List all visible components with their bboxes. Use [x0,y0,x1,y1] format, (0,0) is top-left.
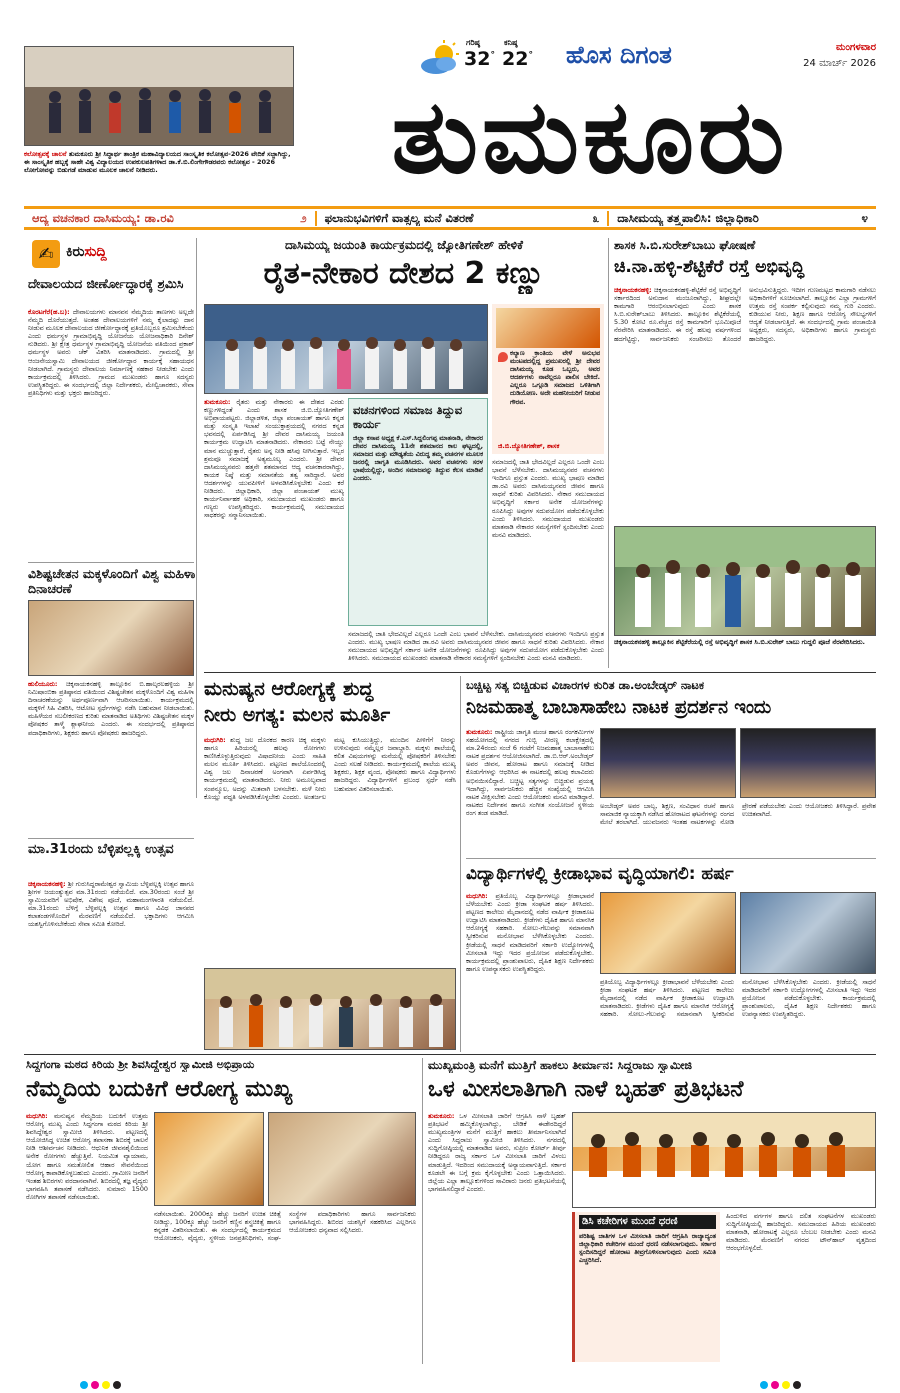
protest-photo-illustration [573,1113,876,1208]
kiru-1-head: ದೇವಾಲಯದ ಜೀರ್ಣೋದ್ಧಾರಕ್ಕೆ ಶ್ರಮಿಸಿ [28,276,184,291]
siddaganga-body-b: ನಡೆಸಲಾಯಿತು. 2000ಕ್ಕೂ ಹೆಚ್ಚು ಜನರಿಗೆ ಉಚಿತ ಚಿಕಿತ್ಸೆ ನೀಡಿದ್ದು, 100ಕ್ಕೂ ಹೆಚ್ಚು ಜನರಿಗೆ ಕಣ್ಣಿನ ಶಸ್ತ್ರಚಿಕಿತ್ಸೆ ಹಾಗೂ ಕನ್ನಡಕ ವಿತರಿಸಲಾಯಿತು. ಈ ಸಂದರ್ಭದಲ್ಲಿ ಕಾರ್ಯಕ್ರಮದ ಆಯೋಜಕರು, ವೈದ್ಯರು, ಸ್ಥಳೀಯ ಜನಪ್ರತಿನಿಧಿಗಳು, ಸಂಘ-ಸಂಸ್ಥೆಗಳ ಪದಾಧಿಕಾರಿಗಳು ಹಾಗೂ ಸಾರ್ವಜನಿಕರು ಭಾಗವಹಿಸಿದ್ದರು. ಶಿಬಿರದ ಯಶಸ್ಸಿಗೆ ಸಹಕರಿಸಿದ ಎಲ್ಲರಿಗೂ ಆಯೋಜಕರು ಧನ್ಯವಾದ ಸಲ್ಲಿಸಿದರು. [154,1210,416,1243]
siddaganga-kicker: ಸಿದ್ದಗಂಗಾ ಮಠದ ಕಿರಿಯ ಶ್ರೀ ಶಿವಸಿದ್ದೇಶ್ವರ ಸ್ವಾಮೀಜಿ ಅಭಿಪ್ರಾಯ [26,1058,255,1071]
lead-box [348,398,488,626]
drama-headline: ನಿಜಮಹಾತ್ಮ ಬಾಬಾಸಾಹೇಬ ನಾಟಕ ಪ್ರದರ್ಶನ ಇಂದು [466,697,772,718]
drama-photo-2 [740,728,876,798]
siddaganga-photo-2 [268,1112,416,1206]
road-body: ಚಿಕ್ಕನಾಯಕನಹಳ್ಳಿ: ಚಿಕ್ಕನಾಯಕನಹಳ್ಳಿ-ಶೆಟ್ಟಿಕೆರೆ ರಸ್ತೆ ಅಭಿವೃದ್ಧಿಗೆ ಸರ್ಕಾರದಿಂದ ಅನುದಾನ ಮಂಜೂರಾಗಿದ್ದು, ಶೀಘ್ರದಲ್ಲೇ ಕಾಮಗಾರಿ ಆರಂಭಿಸಲಾಗುವುದು ಎಂದು ಶಾಸಕ ಸಿ.ಬಿ.ಸುರೇಶ್‌ಬಾಬು ತಿಳಿಸಿದರು. ತಾಲ್ಲೂಕಿನ ಶೆಟ್ಟಿಕೆರೆಯಲ್ಲಿ 5.30 ಕೋಟಿ ರೂ.ವೆಚ್ಚದ ರಸ್ತೆ ಕಾಮಗಾರಿಗೆ ಭೂಮಿಪೂಜೆ ನೆರವೇರಿಸಿ ಮಾತನಾಡಿದರು. ಈ ರಸ್ತೆ ಹಲವು ವರ್ಷಗಳಿಂದ ಹದಗೆಟ್ಟಿದ್ದು, ಸಾರ್ವಜನಿಕರು ಸಂಚರಿಸಲು ತೊಂದರೆ ಅನುಭವಿಸುತ್ತಿದ್ದರು. ಇದೀಗ ಗುಣಮಟ್ಟದ ಕಾಮಗಾರಿ ನಡೆಸಲು ಅಧಿಕಾರಿಗಳಿಗೆ ಸೂಚಿಸಲಾಗಿದೆ. ತಾಲ್ಲೂಕಿನ ಎಲ್ಲಾ ಗ್ರಾಮಗಳಿಗೆ ಉತ್ತಮ ರಸ್ತೆ ಸಂಪರ್ಕ ಕಲ್ಪಿಸುವುದು ನಮ್ಮ ಗುರಿ ಎಂದರು. ಕುಡಿಯುವ ನೀರು, ಶಿಕ್ಷಣ ಹಾಗೂ ಆರೋಗ್ಯ ಸೌಲಭ್ಯಗಳಿಗೆ ಆದ್ಯತೆ ನೀಡಲಾಗುತ್ತಿದೆ. ಈ ಸಂದರ್ಭದಲ್ಲಿ ಗ್ರಾಮ ಪಂಚಾಯಿತಿ ಅಧ್ಯಕ್ಷರು, ಸದಸ್ಯರು, ಅಧಿಕಾರಿಗಳು ಹಾಗೂ ಗ್ರಾಮಸ್ಥರು ಹಾಜರಿದ್ದರು. [614,286,876,343]
max-temp: 32° [464,48,495,70]
road-photo [614,526,876,636]
color-registration-right [760,1374,804,1393]
lead-quote-by: ಜಿ.ಬಿ.ಜ್ಯೋತಿಗಣೇಶ್, ಶಾಸಕ [498,442,560,450]
road-photo-illustration [615,527,876,636]
top-photo [24,46,294,146]
masthead-title: ತುಮಕೂರು [391,78,789,197]
max-label: ಗರಿಷ್ಠ [466,38,480,47]
water-body: ಮಧುಗಿರಿ: ಶುದ್ಧ ಜಲ ದೊರಕದ ಕಾರಣ ಚಿಕ್ಕ ಮಕ್ಕಳು ಹಾಗೂ ಹಿರಿಯರಲ್ಲಿ ಹಲವು ರೋಗಗಳು ಕಾಣಿಸಿಕೊಳ್ಳುತ್ತಿರುವುದು ವಿಷಾದನೀಯ ಎಂದು ಸಾಹಿತಿ ಮಲನ ಮೂರ್ತಿ ತಿಳಿಸಿದರು. ಪಟ್ಟಣದ ಶಾಲೆಯೊಂದರಲ್ಲಿ ವಿಶ್ವ ಜಲ ದಿನಾಚರಣೆ ಅಂಗವಾಗಿ ಏರ್ಪಡಿಸಿದ್ದ ಕಾರ್ಯಕ್ರಮದಲ್ಲಿ ಮಾತನಾಡಿದರು. ನೀರು ಅಮೂಲ್ಯವಾದ ಸಂಪನ್ಮೂಲ, ಅದನ್ನು ಮಿತವಾಗಿ ಬಳಸಬೇಕು. ಮಳೆ ನೀರು ಕೊಯ್ಲು ಪದ್ಧತಿ ಅಳವಡಿಸಿಕೊಳ್ಳಬೇಕು ಎಂದರು. ಅಂತರ್ಜಲ ಮಟ್ಟ ಕುಸಿಯುತ್ತಿದ್ದು, ಮುಂದಿನ ಪೀಳಿಗೆಗೆ ನೀರನ್ನು ಉಳಿಸುವುದು ನಮ್ಮೆಲ್ಲರ ಜವಾಬ್ದಾರಿ. ಮಕ್ಕಳು ಶಾಲೆಯಲ್ಲಿ ಕಲಿತ ವಿಷಯಗಳನ್ನು ಮನೆಯಲ್ಲಿ ಪೋಷಕರಿಗೆ ತಿಳಿಸಬೇಕು ಎಂದು ಸಲಹೆ ನೀಡಿದರು. ಕಾರ್ಯಕ್ರಮದಲ್ಲಿ ಶಾಲೆಯ ಮುಖ್ಯ ಶಿಕ್ಷಕರು, ಶಿಕ್ಷಕ ವೃಂದ, ಪೋಷಕರು ಹಾಗೂ ವಿದ್ಯಾರ್ಥಿಗಳು ಹಾಜರಿದ್ದರು. ವಿದ್ಯಾರ್ಥಿಗಳಿಗೆ ಪ್ರಬಂಧ ಸ್ಪರ್ಧೆ ನಡೆಸಿ ಬಹುಮಾನ ವಿತರಿಸಲಾಯಿತು. [204,736,456,801]
index-bar [24,206,876,230]
issue-date: 24 ಮಾರ್ಚ್ 2026 [803,58,876,69]
sports-headline: ವಿದ್ಯಾರ್ಥಿಗಳಲ್ಲಿ ಕ್ರೀಡಾಭಾವ ವೃದ್ಧಿಯಾಗಲಿ: ಹರ್ಷ [466,864,734,884]
kiru-2-head: ವಿಶಿಷ್ಟಚೇತನ ಮಕ್ಕಳೊಂದಿಗೆ ವಿಶ್ವ ಮಹಿಳಾ ದಿನಾಚರಣೆ [28,566,196,596]
lead-quote-box [492,304,604,454]
index-item-2[interactable]: ಫಲಾನುಭವಿಗಳಿಗೆ ವಾತ್ಸಲ್ಯ ಮನೆ ವಿತರಣೆ ೩ [317,211,610,226]
lead-body-b: ಸಮಾಜದಲ್ಲಿ ಜಾತಿ ಭೇದವಿಲ್ಲದೆ ಎಲ್ಲರೂ ಒಂದೇ ಎಂಬ ಭಾವನೆ ಬೆಳೆಸಬೇಕು. ದಾಸಿಮಯ್ಯನವರ ವಚನಗಳು ಇಂದಿಗೂ ಪ್ರಸ್ತುತ ಎಂದರು. ಮುಖ್ಯ ಭಾಷಣ ಮಾಡಿದ ಡಾ.ರವಿ ಅವರು ದಾಸಿಮಯ್ಯನವರ ಜೀವನ ಹಾಗೂ ಸಾಧನೆ ಕುರಿತು ವಿವರಿಸಿದರು. ನೇಕಾರ ಸಮುದಾಯದ ಅಭಿವೃದ್ಧಿಗೆ ಸರ್ಕಾರ ಅನೇಕ ಯೋಜನೆಗಳನ್ನು ರೂಪಿಸಿದ್ದು ಅವುಗಳ ಸದುಪಯೋಗ ಪಡೆದುಕೊಳ್ಳಬೇಕು ಎಂದು ತಿಳಿಸಿದರು. ಸಮುದಾಯದ ಮುಖಂಡರು ಮಾತನಾಡಿ ನೇಕಾರರ ಸಮಸ್ಯೆಗಳಿಗೆ ಸ್ಪಂದಿಸಬೇಕು ಎಂದು ಮನವಿ ಮಾಡಿದರು. [492,458,604,539]
kiru-suddi-header [26,238,196,270]
issue-day: ಮಂಗಳವಾರ [835,42,876,53]
min-label: ಕನಿಷ್ಠ [504,38,518,47]
kiru-label: ಕಿರುಸುದ್ದಿ [66,244,107,260]
drama-kicker: ಬಚ್ಚಿಟ್ಟ ಸತ್ಯ ಬಿಚ್ಚಿಡುವ ವಿಚಾರಗಳ ಕುರಿತ ಡಾ.ಅಂಬೇಡ್ಕರ್ ನಾಟಕ [466,678,705,692]
road-headline: ಚಿ.ನಾ.ಹಳ್ಳಿ-ಶೆಟ್ಟಿಕೆರೆ ರಸ್ತೆ ಅಭಿವೃದ್ಧಿ [614,257,805,277]
sports-photo-2 [740,892,876,974]
kiru-3-body: ಚಿಕ್ಕನಾಯಕನಹಳ್ಳಿ: ಶ್ರೀ ಗುರುಸಿದ್ದರಾಮೇಶ್ವರ ಸ್ವಾಮಿಯ ಬೆಳ್ಳಿಪಲ್ಲಕ್ಕಿ ಉತ್ಸವ ಹಾಗೂ ಶ್ರೀಗಳ ಜಯಂತ್ಯುತ್ಸವ ಮಾ.31ರಂದು ನಡೆಯಲಿದೆ. ಮಾ.30ರಂದು ಸಂಜೆ ಶ್ರೀ ಸ್ವಾಮಿಯವರಿಗೆ ಅಭಿಷೇಕ, ವಿಶೇಷ ಪೂಜೆ, ಮಹಾಮಂಗಳಾರತಿ ನಡೆಯಲಿದೆ. ಮಾ.31ರಂದು ಬೆಳಿಗ್ಗೆ ಬೆಳ್ಳಿಪಲ್ಲಕ್ಕಿ ಉತ್ಸವ ಹಾಗೂ ವಿವಿಧ ಜಾನಪದ ಕಲಾತಂಡಗಳೊಂದಿಗೆ ಮೆರವಣಿಗೆ ನಡೆಯಲಿದೆ. ಭಕ್ತಾದಿಗಳು ಆಗಮಿಸಿ ಯಶಸ್ವಿಗೊಳಿಸಬೇಕೆಂದು ಸೇವಾ ಸಮಿತಿ ಕೋರಿದೆ. [28,880,194,929]
lead-photo-illustration [205,305,488,394]
color-registration-left [80,1374,124,1393]
min-temp: 22° [502,48,533,70]
protest-body-b: ಹಿಂದುಳಿದ ವರ್ಗಗಳ ಹಾಗೂ ದಲಿತ ಸಂಘಟನೆಗಳ ಮುಖಂಡರು ಸುದ್ದಿಗೋಷ್ಠಿಯಲ್ಲಿ ಹಾಜರಿದ್ದರು. ಸಮುದಾಯದ ಹಿರಿಯ ಮುಖಂಡರು ಮಾತನಾಡಿ, ಹೋರಾಟಕ್ಕೆ ಎಲ್ಲರೂ ಬೆಂಬಲ ನೀಡಬೇಕು ಎಂದು ಮನವಿ ಮಾಡಿದರು. ಮೆರವಣಿಗೆ ನಗರದ ಟೌನ್‌ಹಾಲ್ ವೃತ್ತದಿಂದ ಆರಂಭಗೊಳ್ಳಲಿದೆ. [726,1212,876,1253]
lead-box-body: ಜಿಲ್ಲಾ ಕಸಾಪ ಅಧ್ಯಕ್ಷ ಕೆ.ಎಸ್.ಸಿದ್ದಲಿಂಗಪ್ಪ ಮಾತನಾಡಿ, ನೇಕಾರರ ದೇವರ ದಾಸಿಮಯ್ಯ 11ನೇ ಶತಮಾನದ ಕಾಲ ಘಟ್ಟದಲ್ಲಿ, ಸಮಾಜದ ಮತ್ತು ಮೌಢ್ಯತೆಯ ವಿರುದ್ಧ ತಮ್ಮ ವಚನಗಳ ಮೂಲಕ ಜನರಲ್ಲಿ ಜಾಗೃತಿ ಮೂಡಿಸಿದರು. ಅವರ ವಚನಗಳು ಸರಳ ಭಾಷೆಯಲ್ಲಿದ್ದು, ಅಂದಿನ ಸಮಾಜವನ್ನು ತಿದ್ದುವ ಕೆಲಸ ಮಾಡಿವೆ ಎಂದರು. [353,434,483,483]
sports-body: ಮಧುಗಿರಿ: ಪ್ರತಿಯೊಬ್ಬ ವಿದ್ಯಾರ್ಥಿಗಳಲ್ಲೂ ಕ್ರೀಡಾಭಾವನೆ ಬೆಳೆಯಬೇಕು ಎಂದು ಕ್ರೀಡಾ ಸಂಘಟಕ ಹರ್ಷ ತಿಳಿಸಿದರು. ಪಟ್ಟಣದ ಕಾಲೇಜು ಮೈದಾನದಲ್ಲಿ ನಡೆದ ವಾರ್ಷಿಕ ಕ್ರೀಡಾಕೂಟ ಉದ್ಘಾಟಿಸಿ ಮಾತನಾಡಿದರು. ಕ್ರೀಡೆಗಳು ದೈಹಿಕ ಹಾಗೂ ಮಾನಸಿಕ ಆರೋಗ್ಯಕ್ಕೆ ಸಹಕಾರಿ. ಸೋಲು-ಗೆಲುವನ್ನು ಸಮಾನವಾಗಿ ಸ್ವೀಕರಿಸುವ ಮನೋಭಾವ ಬೆಳೆಸಿಕೊಳ್ಳಬೇಕು ಎಂದರು. ಕ್ರೀಡೆಯಲ್ಲಿ ಸಾಧನೆ ಮಾಡಿದವರಿಗೆ ಸರ್ಕಾರಿ ಉದ್ಯೋಗಗಳಲ್ಲಿ ಮೀಸಲಾತಿ ಇದ್ದು ಇದರ ಪ್ರಯೋಜನ ಪಡೆದುಕೊಳ್ಳಬೇಕು. ಕಾರ್ಯಕ್ರಮದಲ್ಲಿ ಪ್ರಾಂಶುಪಾಲರು, ದೈಹಿಕ ಶಿಕ್ಷಣ ನಿರ್ದೇಶಕರು ಹಾಗೂ ಉಪನ್ಯಾಸಕರು ಉಪಸ್ಥಿತರಿದ್ದರು. [466,892,594,973]
protest-box-title: ಡಿಸಿ ಕಚೇರಿಗಳ ಮುಂದೆ ಧರಣಿ [579,1215,716,1229]
top-photo-illustration [25,47,294,146]
siddaganga-body: ಮಧುಗಿರಿ: ಮನುಷ್ಯನ ನೆಮ್ಮದಿಯ ಬದುಕಿಗೆ ಉತ್ತಮ ಆರೋಗ್ಯ ಮುಖ್ಯ ಎಂದು ಸಿದ್ದಗಂಗಾ ಮಠದ ಕಿರಿಯ ಶ್ರೀ ಶಿವಸಿದ್ದೇಶ್ವರ ಸ್ವಾಮೀಜಿ ತಿಳಿಸಿದರು. ಪಟ್ಟಣದಲ್ಲಿ ಆಯೋಜಿಸಿದ್ದ ಉಚಿತ ಆರೋಗ್ಯ ತಪಾಸಣಾ ಶಿಬಿರಕ್ಕೆ ಚಾಲನೆ ನೀಡಿ ಆಶೀರ್ವಚನ ನೀಡಿದರು. ಆಧುನಿಕ ಜೀವನಶೈಲಿಯಿಂದ ಅನೇಕ ರೋಗಗಳು ಹೆಚ್ಚುತ್ತಿವೆ. ನಿಯಮಿತ ವ್ಯಾಯಾಮ, ಯೋಗ ಹಾಗೂ ಸಮತೋಲಿತ ಆಹಾರ ಸೇವನೆಯಿಂದ ಆರೋಗ್ಯ ಕಾಪಾಡಿಕೊಳ್ಳಬಹುದು ಎಂದರು. ಗ್ರಾಮೀಣ ಜನರಿಗೆ ಇಂತಹ ಶಿಬಿರಗಳು ವರದಾನವಾಗಿವೆ. ಶಿಬಿರದಲ್ಲಿ ತಜ್ಞ ವೈದ್ಯರು ಭಾಗವಹಿಸಿ ತಪಾಸಣೆ ನಡೆಸಿದರು. ಸುಮಾರು 1500 ರೋಗಿಗಳ ತಪಾಸಣೆ ನಡೆಸಲಾಯಿತು. [26,1112,148,1201]
kiru-2-photo [28,600,194,676]
lead-quote-text: ಕಲ್ಯಾಣ ಕ್ರಾಂತಿಯ ವೇಳೆ ಅನುಭವ ಮಂಟಪದಲ್ಲಿದ್ದ ಪ್ರಮುಖರಲ್ಲಿ ಶ್ರೀ ದೇವರ ದಾಸಿಮಯ್ಯ ಕೂಡ ಒಬ್ಬರು, ಅವರ ಆದರ್ಶಗಳು ನಾವೆಲ್ಲರೂ ಪಾಲಿಸ ಬೇಕಿದೆ. ಎಲ್ಲರೂ ಒಗ್ಗೂಡಿ ಸಮಾಜದ ಒಳಿತಿಗಾಗಿ ದುಡಿಯೋಣ. ಅದೇ ಮಹನೀಯರಿಗೆ ನೀಡುವ ಗೌರವ. [510,350,600,406]
index-item-1[interactable]: ಆದ್ಯ ವಚನಕಾರ ದಾಸಿಮಯ್ಯ: ಡಾ.ರವಿ ೨ [24,211,317,226]
index-item-3[interactable]: ದಾಸೀಮಯ್ಯ ತತ್ತ್ವಪಾಲಿಸಿ: ಜಿಲ್ಲಾಧಿಕಾರಿ ೪ [617,210,868,225]
protest-photo [572,1112,876,1208]
kiru-icon: ✍ [32,240,60,268]
lead-quote-photo [496,308,600,348]
drama-body: ತುಮಕೂರು: ರಾಷ್ಟ್ರೀಯ ಜಾಗೃತಿ ಮಂಚ ಹಾಗೂ ರಂಗಕರ್ಮಿಗಳ ಸಹಯೋಗದಲ್ಲಿ ನಗರದ ಗುಬ್ಬಿ ವೀರಣ್ಣ ಕಲಾಕ್ಷೇತ್ರದಲ್ಲಿ ಮಾ.24ರಂದು ಸಂಜೆ 6 ಗಂಟೆಗೆ ನಿಜಮಹಾತ್ಮ ಬಾಬಾಸಾಹೇಬ ನಾಟಕ ಪ್ರದರ್ಶನ ಆಯೋಜಿಸಲಾಗಿದೆ. ಡಾ.ಬಿ.ಆರ್.ಅಂಬೇಡ್ಕರ್ ಅವರ ಜೀವನ, ಹೋರಾಟ ಹಾಗೂ ಸಮಾಜಕ್ಕೆ ನೀಡಿದ ಕೊಡುಗೆಗಳನ್ನು ಆಧರಿಸಿದ ಈ ನಾಟಕದಲ್ಲಿ ಹಲವು ಕಲಾವಿದರು ಅಭಿನಯಿಸಲಿದ್ದಾರೆ. ಬಚ್ಚಿಟ್ಟ ಸತ್ಯಗಳನ್ನು ಬಿಚ್ಚಿಡುವ ಪ್ರಯತ್ನ ಇದಾಗಿದ್ದು, ಸಾರ್ವಜನಿಕರು ಹೆಚ್ಚಿನ ಸಂಖ್ಯೆಯಲ್ಲಿ ಆಗಮಿಸಿ ನಾಟಕ ವೀಕ್ಷಿಸಬೇಕು ಎಂದು ಆಯೋಜಕರು ಮನವಿ ಮಾಡಿದ್ದಾರೆ. ನಾಟಕದ ನಿರ್ದೇಶನ ಹಾಗೂ ಸಂಗೀತ ಸಂಯೋಜನೆ ಸ್ಥಳೀಯ ರಂಗ ತಂಡ ಮಾಡಿದೆ. [466,728,594,817]
top-photo-caption-head: ಕಲೋತ್ಸವಕ್ಕೆ ಚಾಲನೆ [24,150,67,158]
protest-headline: ಒಳ ಮೀಸಲಾತಿಗಾಗಿ ನಾಳೆ ಬೃಹತ್ ಪ್ರತಿಭಟನೆ [428,1077,744,1102]
protest-kicker: ಮುಖ್ಯಮಂತ್ರಿ ಮನೆಗೆ ಮುತ್ತಿಗೆ ಹಾಕಲು ತೀರ್ಮಾನ: ಸಿದ್ದರಾಜು ಸ್ವಾಮೀಜಿ [428,1058,693,1072]
lead-body-a: ತುಮಕೂರು: ರೈತರು ಮತ್ತು ನೇಕಾರರು ಈ ದೇಶದ ಎರಡು ಕಣ್ಣುಗಳಿದ್ದಂತೆ ಎಂದು ಶಾಸಕ ಜಿ.ಬಿ.ಜ್ಯೋತಿಗಣೇಶ್ ಅಭಿಪ್ರಾಯಪಟ್ಟರು. ಜಿಲ್ಲಾಡಳಿತ, ಜಿಲ್ಲಾ ಪಂಚಾಯತ್ ಹಾಗೂ ಕನ್ನಡ ಮತ್ತು ಸಂಸ್ಕೃತಿ ಇಲಾಖೆ ಸಂಯುಕ್ತಾಶ್ರಯದಲ್ಲಿ ನಗರದ ಕನ್ನಡ ಭವನದಲ್ಲಿ ಏರ್ಪಡಿಸಿದ್ದ ಶ್ರೀ ದೇವರ ದಾಸಿಮಯ್ಯ ಜಯಂತಿ ಕಾರ್ಯಕ್ರಮ ಉದ್ಘಾಟಿಸಿ ಮಾತನಾಡಿದರು. ನೇಕಾರರು ಬಟ್ಟೆ ನೇಯ್ದು ಮಾನ ಮುಚ್ಚುತ್ತಾರೆ, ರೈತರು ಅನ್ನ ನೀಡಿ ಹಸಿವು ನೀಗಿಸುತ್ತಾರೆ. ಇಬ್ಬರ ಶ್ರಮವೂ ಸಮಾಜಕ್ಕೆ ಅತ್ಯಮೂಲ್ಯ ಎಂದರು. ಶ್ರೀ ದೇವರ ದಾಸಿಮಯ್ಯನವರು ಹತ್ತನೇ ಶತಮಾನದ ಆದ್ಯ ವಚನಕಾರರಾಗಿದ್ದು, ಕಾಯಕ ನಿಷ್ಠೆ ಮತ್ತು ಸಮಾನತೆಯ ತತ್ವ ಸಾರಿದ್ದಾರೆ. ಅವರ ಆದರ್ಶಗಳನ್ನು ಯುವಪೀಳಿಗೆ ಅಳವಡಿಸಿಕೊಳ್ಳಬೇಕು ಎಂದು ಕರೆ ನೀಡಿದರು. ಜಿಲ್ಲಾಧಿಕಾರಿ, ಜಿಲ್ಲಾ ಪಂಚಾಯತ್ ಮುಖ್ಯ ಕಾರ್ಯನಿರ್ವಾಹಕ ಅಧಿಕಾರಿ, ಸಮುದಾಯದ ಮುಖಂಡರು ಹಾಗೂ ಗಣ್ಯರು ಉಪಸ್ಥಿತರಿದ್ದರು. ಕಾರ್ಯಕ್ರಮದಲ್ಲಿ ಸಮುದಾಯದ ಸಾಧಕರನ್ನು ಸನ್ಮಾನಿಸಲಾಯಿತು. [204,398,344,520]
lead-kicker: ದಾಸಿಮಯ್ಯ ಜಯಂತಿ ಕಾರ್ಯಕ್ರಮದಲ್ಲಿ ಜ್ಯೋತಿಗಣೇಶ್ ಹೇಳಿಕೆ [285,238,523,252]
kiru-3-head: ಮಾ.31ರಂದು ಬೆಳ್ಳಿಪಲ್ಲಕ್ಕಿ ಉತ್ಸವ [28,842,174,857]
water-photo-illustration [205,969,456,1050]
protest-box-body: ಪರಿಶಿಷ್ಟ ಜಾತಿಗಳ ಒಳ ಮೀಸಲಾತಿ ಜಾರಿಗೆ ಆಗ್ರಹಿಸಿ ರಾಜ್ಯಾದ್ಯಂತ ಜಿಲ್ಲಾಧಿಕಾರಿ ಕಚೇರಿಗಳ ಮುಂದೆ ಧರಣಿ ನಡೆಸಲಾಗುವುದು. ಸರ್ಕಾರ ಸ್ಪಂದಿಸದಿದ್ದರೆ ಹೋರಾಟ ತೀವ್ರಗೊಳಿಸಲಾಗುವುದು ಎಂದು ಸಮಿತಿ ಎಚ್ಚರಿಸಿದೆ. [579,1232,716,1265]
top-photo-caption [24,150,296,198]
sports-photo-1 [600,892,736,974]
kiru-1-body: ಕೊರಟಗೆರೆ(ಹ.ಬ): ದೇವಾಲಯಗಳು ಮಾನವನ ನೆಮ್ಮದಿಯ ತಾಣಗಳು ಅಲ್ಲದೇ ನೆಮ್ಮದಿ ದೊರೆಯುತ್ತದೆ. ಅಂತಹ ದೇವಾಲಯಗಳಿಗೆ ನಮ್ಮ ಕೈಲಾದಷ್ಟು ದಾನ ನೀಡುವ ಮೂಲಕ ದೇವಾಲಯದ ಜೀರ್ಣೋದ್ಧಾರಕ್ಕೆ ಪ್ರತಿಯೊಬ್ಬರೂ ಶ್ರಮಿಸಬೇಕೆಂದು ಎಂದು ಧರ್ಮಸ್ಥಳ ಗ್ರಾಮಾಭಿವೃದ್ಧಿ ಯೋಜನೆಯ ಯೋಜನಾಧಿಕಾರಿ ದಿನೇಶ್ ನುಡಿದರು. ಶ್ರೀ ಕ್ಷೇತ್ರ ಧರ್ಮಸ್ಥಳ ಗ್ರಾಮಾಭಿವೃದ್ಧಿ ಯೋಜನೆಯ ವತಿಯಿಂದ ಪ್ರಕಾಶ್ ಧರ್ಮಸ್ಥಳ ಅವರು ಚೆಕ್ ವಿತರಿಸಿ ಮಾತನಾಡಿದರು. ಗ್ರಾಮದಲ್ಲಿ ಶ್ರೀ ಆಂಜನೇಯಸ್ವಾಮಿ ದೇವಾಲಯದ ಜೀರ್ಣೋದ್ಧಾರ ಕಾರ್ಯಕ್ಕೆ ಸಹಾಯಧನ ನೀಡಲಾಗಿದೆ. ಗ್ರಾಮಸ್ಥರು ದೇವಾಲಯ ನಿರ್ಮಾಣಕ್ಕೆ ಸಹಕಾರ ನೀಡಬೇಕು ಎಂದು ಕಾರ್ಯಕ್ರಮದಲ್ಲಿ ತಿಳಿಸಿದರು. ಗ್ರಾಮದ ಮುಖಂಡರು ಹಾಗೂ ಸದಸ್ಯರು ಉಪಸ್ಥಿತರಿದ್ದರು. ಈ ಸಂದರ್ಭದಲ್ಲಿ ಜಿಲ್ಲಾ ನಿರ್ದೇಶಕರು, ಮೇಲ್ವಿಚಾರಕರು, ಸೇವಾ ಪ್ರತಿನಿಧಿಗಳು ಮತ್ತು ಭಕ್ತರು ಹಾಜರಿದ್ದರು. [28,308,194,397]
lead-body-c: ಸಮಾಜದಲ್ಲಿ ಜಾತಿ ಭೇದವಿಲ್ಲದೆ ಎಲ್ಲರೂ ಒಂದೇ ಎಂಬ ಭಾವನೆ ಬೆಳೆಸಬೇಕು. ದಾಸಿಮಯ್ಯನವರ ವಚನಗಳು ಇಂದಿಗೂ ಪ್ರಸ್ತುತ ಎಂದರು. ಮುಖ್ಯ ಭಾಷಣ ಮಾಡಿದ ಡಾ.ರವಿ ಅವರು ದಾಸಿಮಯ್ಯನವರ ಜೀವನ ಹಾಗೂ ಸಾಧನೆ ಕುರಿತು ವಿವರಿಸಿದರು. ನೇಕಾರ ಸಮುದಾಯದ ಅಭಿವೃದ್ಧಿಗೆ ಸರ್ಕಾರ ಅನೇಕ ಯೋಜನೆಗಳನ್ನು ರೂಪಿಸಿದ್ದು ಅವುಗಳ ಸದುಪಯೋಗ ಪಡೆದುಕೊಳ್ಳಬೇಕು ಎಂದು ತಿಳಿಸಿದರು. ಸಮುದಾಯದ ಮುಖಂಡರು ಮಾತನಾಡಿ ನೇಕಾರರ ಸಮಸ್ಯೆಗಳಿಗೆ ಸ್ಪಂದಿಸಬೇಕು ಎಂದು ಮನವಿ ಮಾಡಿದರು. [348,630,604,663]
water-headline-2: ನೀರು ಅಗತ್ಯ: ಮಲನ ಮೂರ್ತಿ [204,704,391,726]
lead-box-title: ವಚನಗಳಿಂದ ಸಮಾಜ ತಿದ್ದುವ ಕಾರ್ಯ [353,403,463,431]
kiru-2-body: ಹುಲಿಯೂರು: ಚಿಕ್ಕನಾಯಕನಹಳ್ಳಿ ತಾಲ್ಲೂಕಿನ ಬಿ.ಹಾಲ್ಕರಲಹಳ್ಳಿಯ ಶ್ರೀ ನಿಮಿಷಾಂಬಿಕಾ ಪ್ರತಿಷ್ಠಾನದ ವತಿಯಿಂದ ವಿಶಿಷ್ಟಚೇತನ ಮಕ್ಕಳೊಂದಿಗೆ ವಿಶ್ವ ಮಹಿಳಾ ದಿನಾಚರಣೆಯನ್ನು ಅರ್ಥಪೂರ್ಣವಾಗಿ ಆಚರಿಸಲಾಯಿತು. ಕಾರ್ಯಕ್ರಮದಲ್ಲಿ ಮಕ್ಕಳಿಗೆ ಸಿಹಿ ವಿತರಿಸಿ, ಆಟೋಟ ಸ್ಪರ್ಧೆಗಳನ್ನು ನಡೆಸಿ ಬಹುಮಾನ ನೀಡಲಾಯಿತು. ಮಹಿಳೆಯರ ಸಬಲೀಕರಣದ ಕುರಿತು ಮಾತನಾಡಿದ ಅತಿಥಿಗಳು ವಿಶಿಷ್ಟಚೇತನ ಮಕ್ಕಳ ಪೋಷಕರ ತಾಳ್ಮೆ ಶ್ಲಾಘನೀಯ ಎಂದರು. ಈ ಸಂದರ್ಭದಲ್ಲಿ ಪ್ರತಿಷ್ಠಾನದ ಪದಾಧಿಕಾರಿಗಳು, ಶಿಕ್ಷಕರು ಹಾಗೂ ಪೋಷಕರು ಹಾಜರಿದ್ದರು. [28,680,194,737]
water-headline-1: ಮನುಷ್ಯನ ಆರೋಗ್ಯಕ್ಕೆ ಶುದ್ಧ [204,678,374,700]
lead-photo [204,304,488,394]
protest-box [572,1212,720,1362]
siddaganga-headline: ನೆಮ್ಮದಿಯ ಬದುಕಿಗೆ ಆರೋಗ್ಯ ಮುಖ್ಯ [26,1077,293,1102]
brand-logo: ಹೊಸ ದಿಗಂತ [566,40,672,69]
drama-body-b: ಅಂಬೇಡ್ಕರ್ ಅವರ ಬಾಲ್ಯ, ಶಿಕ್ಷಣ, ಸಂವಿಧಾನ ರಚನೆ ಹಾಗೂ ಸಾಮಾಜಿಕ ನ್ಯಾಯಕ್ಕಾಗಿ ನಡೆಸಿದ ಹೋರಾಟದ ಘಟನೆಗಳನ್ನು ರಂಗದ ಮೇಲೆ ತರಲಾಗಿದೆ. ಯುವಜನರು ಇಂತಹ ನಾಟಕಗಳನ್ನು ನೋಡಿ ಪ್ರೇರಣೆ ಪಡೆಯಬೇಕು ಎಂದು ಆಯೋಜಕರು ತಿಳಿಸಿದ್ದಾರೆ. ಪ್ರವೇಶ ಉಚಿತವಾಗಿದೆ. [600,802,876,827]
top-photo-caption-text: ತುಮಕೂರು ಶ್ರೀ ಸಿದ್ಧಾರ್ಥ ತಾಂತ್ರಿಕ ಮಹಾವಿದ್ಯಾಲಯದ ಸಾಂಸ್ಕೃತಿಕ ಕಲೋತ್ಸವ-2026 ವೇದಿಕೆ ಸಜ್ಜಾಗಿದ್ದು, ಈ ಸಾಂಸ್ಕೃತಿಕ ಹಬ್ಬಕ್ಕೆ ಸಾಹೇ ವಿಶ್ವ ವಿದ್ಯಾಲಯದ ಉಪಕುಲಪತಿಗಳಾದ ಡಾ.ಕೆ.ಬಿ.ಲಿಂಗೇಗೌಡರವರು ಕಲೋತ್ಸವ - 2026 ಲೋಗೋವನ್ನು ಬಿಡುಗಡೆ ಮಾಡುವ ಮೂಲಕ ಚಾಲನೆ ನೀಡಿದರು. [24,150,291,174]
water-photo [204,968,456,1050]
sports-body-b: ಪ್ರತಿಯೊಬ್ಬ ವಿದ್ಯಾರ್ಥಿಗಳಲ್ಲೂ ಕ್ರೀಡಾಭಾವನೆ ಬೆಳೆಯಬೇಕು ಎಂದು ಕ್ರೀಡಾ ಸಂಘಟಕ ಹರ್ಷ ತಿಳಿಸಿದರು. ಪಟ್ಟಣದ ಕಾಲೇಜು ಮೈದಾನದಲ್ಲಿ ನಡೆದ ವಾರ್ಷಿಕ ಕ್ರೀಡಾಕೂಟ ಉದ್ಘಾಟಿಸಿ ಮಾತನಾಡಿದರು. ಕ್ರೀಡೆಗಳು ದೈಹಿಕ ಹಾಗೂ ಮಾನಸಿಕ ಆರೋಗ್ಯಕ್ಕೆ ಸಹಕಾರಿ. ಸೋಲು-ಗೆಲುವನ್ನು ಸಮಾನವಾಗಿ ಸ್ವೀಕರಿಸುವ ಮನೋಭಾವ ಬೆಳೆಸಿಕೊಳ್ಳಬೇಕು ಎಂದರು. ಕ್ರೀಡೆಯಲ್ಲಿ ಸಾಧನೆ ಮಾಡಿದವರಿಗೆ ಸರ್ಕಾರಿ ಉದ್ಯೋಗಗಳಲ್ಲಿ ಮೀಸಲಾತಿ ಇದ್ದು ಇದರ ಪ್ರಯೋಜನ ಪಡೆದುಕೊಳ್ಳಬೇಕು. ಕಾರ್ಯಕ್ರಮದಲ್ಲಿ ಪ್ರಾಂಶುಪಾಲರು, ದೈಹಿಕ ಶಿಕ್ಷಣ ನಿರ್ದೇಶಕರು ಹಾಗೂ ಉಪನ್ಯಾಸಕರು ಉಪಸ್ಥಿತರಿದ್ದರು. [600,978,876,1019]
protest-body: ತುಮಕೂರು: ಒಳ ಮೀಸಲಾತಿ ಜಾರಿಗೆ ಆಗ್ರಹಿಸಿ ನಾಳೆ ಬೃಹತ್ ಪ್ರತಿಭಟನೆ ಹಮ್ಮಿಕೊಳ್ಳಲಾಗಿದ್ದು, ಬೇಡಿಕೆ ಈಡೇರದಿದ್ದರೆ ಮುಖ್ಯಮಂತ್ರಿಗಳ ಮನೆಗೆ ಮುತ್ತಿಗೆ ಹಾಕಲು ತೀರ್ಮಾನಿಸಲಾಗಿದೆ ಎಂದು ಸಿದ್ದರಾಜು ಸ್ವಾಮೀಜಿ ತಿಳಿಸಿದರು. ನಗರದಲ್ಲಿ ಸುದ್ದಿಗೋಷ್ಠಿಯಲ್ಲಿ ಮಾತನಾಡಿದ ಅವರು, ಸುಪ್ರೀಂ ಕೋರ್ಟ್ ತೀರ್ಪು ನೀಡಿದ್ದರೂ ರಾಜ್ಯ ಸರ್ಕಾರ ಒಳ ಮೀಸಲಾತಿ ಜಾರಿಗೆ ವಿಳಂಬ ಮಾಡುತ್ತಿದೆ. ಇದರಿಂದ ಸಮುದಾಯಕ್ಕೆ ಅನ್ಯಾಯವಾಗುತ್ತಿದೆ. ಸರ್ಕಾರ ಕೂಡಲೇ ಈ ಬಗ್ಗೆ ಕ್ರಮ ಕೈಗೊಳ್ಳಬೇಕು ಎಂದು ಒತ್ತಾಯಿಸಿದರು. ಜಿಲ್ಲೆಯ ಎಲ್ಲಾ ತಾಲ್ಲೂಕುಗಳಿಂದ ಸಾವಿರಾರು ಜನರು ಪ್ರತಿಭಟನೆಯಲ್ಲಿ ಭಾಗವಹಿಸಲಿದ್ದಾರೆ ಎಂದರು. [428,1112,566,1193]
drama-photo-1 [600,728,736,798]
lead-headline: ರೈತ-ನೇಕಾರ ದೇಶದ 2 ಕಣ್ಣು [263,256,545,291]
siddaganga-photo-1 [154,1112,264,1206]
road-kicker: ಶಾಸಕ ಸಿ.ಬಿ.ಸುರೇಶ್‌ಬಾಬು ಘೋಷಣೆ [614,238,756,252]
lead-quote-mark [498,352,508,362]
road-caption: ಚಿಕ್ಕನಾಯಕನಹಳ್ಳಿ ತಾಲ್ಲೂಕಿನ ಶೆಟ್ಟಿಕೆರೆಯಲ್ಲಿ ರಸ್ತೆ ಅಭಿವೃದ್ಧಿಗೆ ಶಾಸಕ ಸಿ.ಬಿ.ಸುರೇಶ್ ಬಾಬು ಗುದ್ದಲಿ ಪೂಜೆ ನೆರವೇರಿಸಿದರು. [614,638,865,646]
